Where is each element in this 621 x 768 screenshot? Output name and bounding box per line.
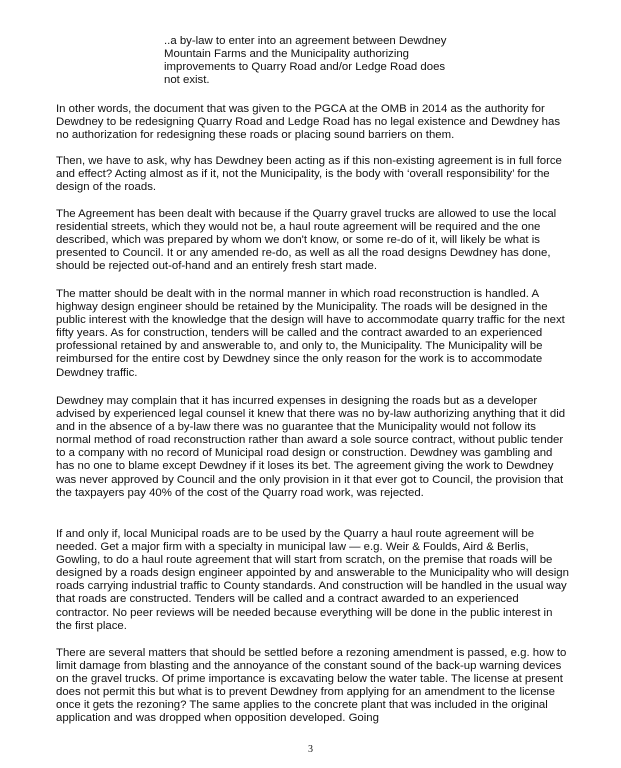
block-quote: ..a by-law to enter into an agreement between Dewdney Mountain Farms and the Municipality authorizing improvements to Quarry Road and/or Ledge Road does not exist. [164, 35, 447, 87]
page-number: 3 [308, 744, 313, 755]
paragraph-3: The Agreement has been dealt with because if the Quarry gravel trucks are allowed to use the local residential streets, which they would not be, a haul route agreement will be required and the one described, which was prepared by whom we don't know, or some re-do of it, will likely be what is presented to Council. It or any amended re-do, as well as all the road designs Dewdney has done, should be rejected out-of-hand and an entirely fresh start made. [56, 208, 557, 273]
paragraph-2: Then, we have to ask, why has Dewdney been acting as if this non-existing agreement is in full force and effect? Acting almost as if it, not the Municipality, is the body with ‘overall responsibility’ for the design of the roads. [56, 155, 562, 194]
paragraph-5: Dewdney may complain that it has incurred expenses in designing the roads but as a developer advised by experienced legal counsel it knew that there was no by-law authorizing anything that it did and in the absence of a by-law there was no guarantee that the Municipality would not follow its normal method of road reconstruction rather than award a sole source contract, without public tender to a company with no record of Municipal road design or construction. Dewdney was gambling and has no one to blame except Dewdney if it loses its bet. The agreement giving the work to Dewdney was never approved by Council and the only provision in it that ever got to Council, the provision that the taxpayers pay 40% of the cost of the Quarry road work, was rejected. [56, 395, 566, 499]
paragraph-6: If and only if, local Municipal roads are to be used by the Quarry a haul route agreement will be needed. Get a major firm with a specialty in municipal law — e.g. Weir & Foulds, Aird & Berlis, Gowling, to do a haul route agreement that will start from scratch, on the premise that roads will be designed by a roads design engineer appointed by and answerable to the Municipality who will design roads carrying industrial traffic to County standards. And construction will be handled in the usual way that roads are constructed. Tenders will be called and a contract awarded to an experienced contractor. No peer reviews will be needed because everything will be done in the public interest in the first place. [56, 528, 569, 632]
paragraph-4: The matter should be dealt with in the normal manner in which road reconstruction is handled. A highway design engineer should be retained by the Municipality. The roads will be designed in the public interest with the knowledge that the design will have to accommodate quarry traffic for the next fifty years. As for construction, tenders will be called and the contract awarded to an experienced professional retained by and answerable to, and only to, the Municipality. The Municipality will be reimbursed for the entire cost by Dewdney since the only reason for the work is to accommodate Dewdney traffic. [56, 288, 565, 379]
paragraph-7: There are several matters that should be settled before a rezoning amendment is passed, e.g. how to limit damage from blasting and the annoyance of the constant sound of the back-up warning devices on the gravel trucks. Of prime importance is excavating below the water table. The license at present does not permit this but what is to prevent Dewdney from applying for an amendment to the license once it gets the rezoning? The same applies to the concrete plant that was included in the original application and was dropped when opposition developed. Going [56, 647, 567, 725]
paragraph-1: In other words, the document that was given to the PGCA at the OMB in 2014 as the authority for Dewdney to be redesigning Quarry Road and Ledge Road has no legal existence and Dewdney has no authorization for redesigning these roads or placing sound barriers on them. [56, 103, 561, 142]
